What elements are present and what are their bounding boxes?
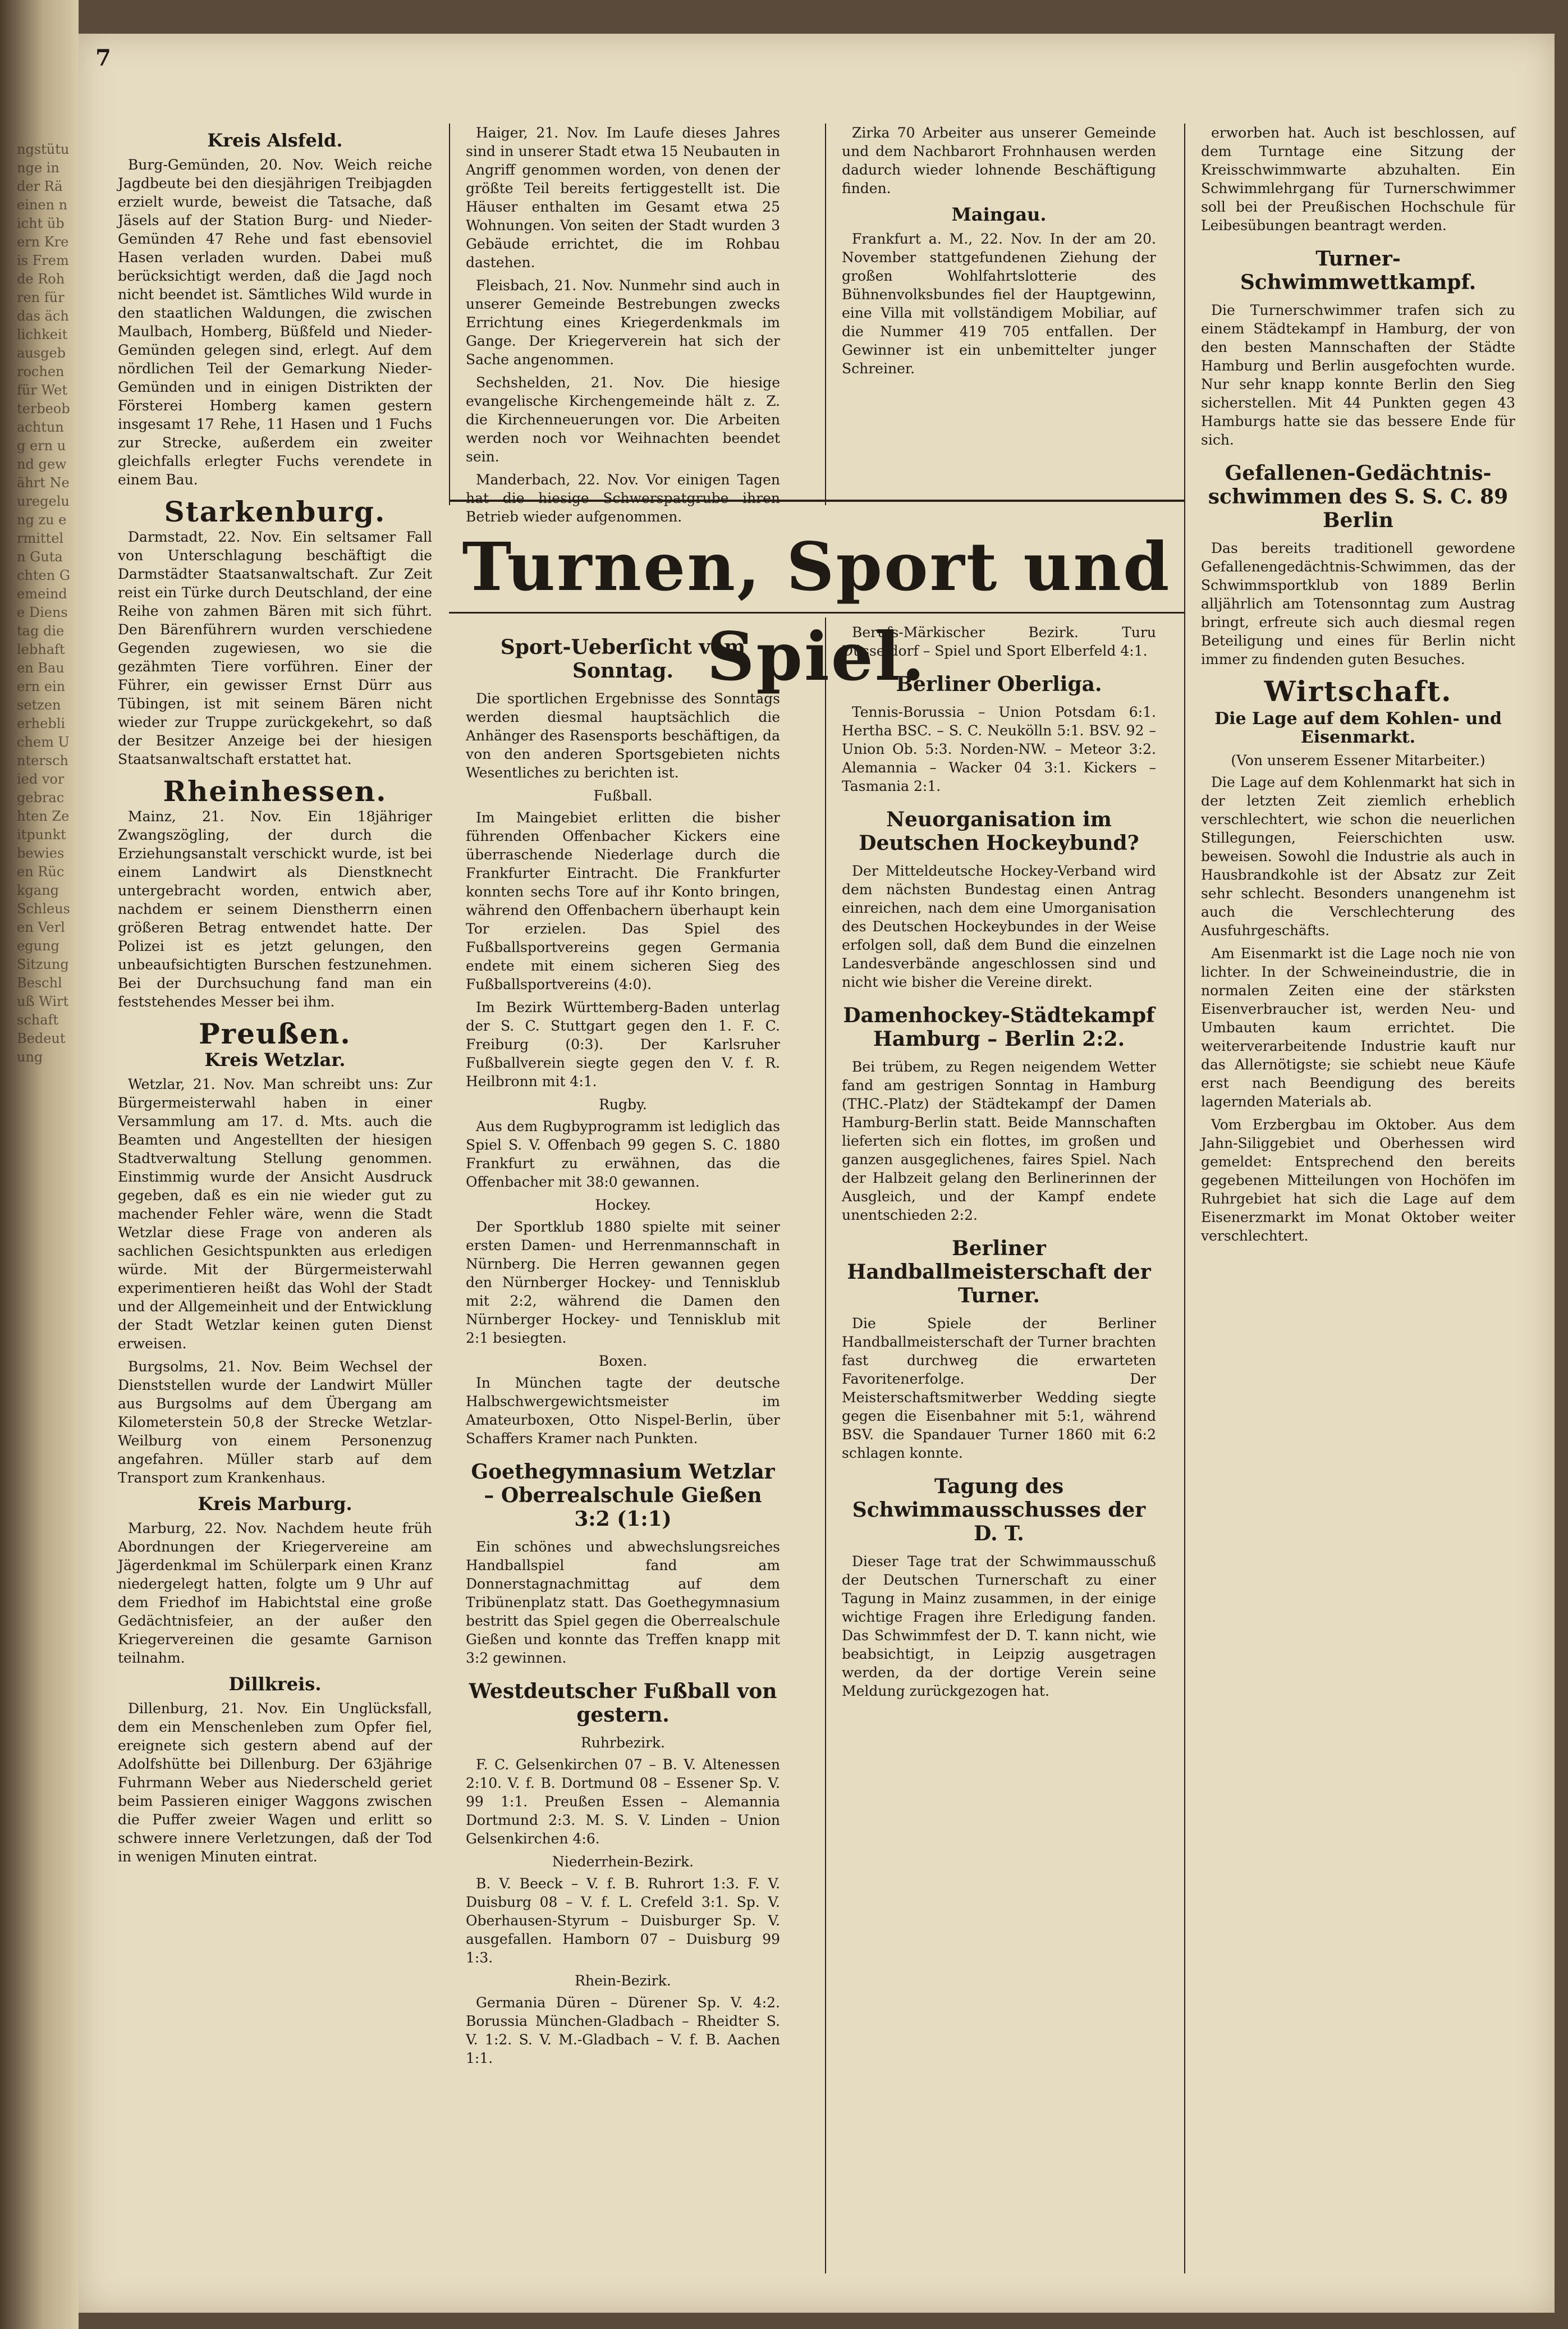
column-regional-news-1 bbox=[118, 123, 432, 2273]
article-frohnhausen: Zirka 70 Arbeiter aus unserer Gemeinde und dem Nachbarort Frohnhausen werden dadurch wieder lohnende Beschäftigung finden. bbox=[842, 125, 1156, 196]
article-fussball-wuerttemberg: Im Bezirk Württemberg-Baden unterlag der S. C. Stuttgart gegen den 1. F. C. Freiburg (0:3). Der Karlsruher Fußballverein siegte gegen den V. f. R. Heilbronn mit 4:1. bbox=[466, 999, 780, 1090]
article-frankfurt: Frankfurt a. M., 22. Nov. In der am 20. November stattgefundenen Ziehung der großen Wohlfahrtslotterie des Bühnenvolksbundes fiel der Hauptgewinn, eine Villa mit vollständigem Mobiliar, auf die Nummer 419 705 entfallen. Der Gewinner ist ein unbemittelter junger Schreiner. bbox=[842, 231, 1156, 377]
article-handball-schule: Ein schönes und abwechslungsreiches Handballspiel fand am Donnerstagnachmittag auf dem Tribünenplatz statt. Das Goethegymnasium bestritt das Spiel gegen die Oberrealschule Gießen und konnte das Treffen knapp mit 3:2 gewinnen. bbox=[466, 1539, 780, 1666]
results-ruhrbezirk: F. C. Gelsenkirchen 07 – B. V. Altenessen 2:10. V. f. B. Dortmund 08 – Essener Sp. V. 99 1:1. Preußen Essen – Alemannia Dortmund 2:3. M. S. V. Linden – Union Gelsenkirchen 4:6. bbox=[466, 1756, 780, 1847]
heading-goethegymnasium: Goethegymnasium Wetzlar – Oberrealschule Gießen 3:2 (1:1) bbox=[471, 1460, 775, 1531]
heading-rheinhessen: Rheinhessen. bbox=[163, 775, 387, 808]
subheading-rugby: Rugby. bbox=[599, 1096, 647, 1113]
heading-westdeutscher-fussball: Westdeutscher Fußball von gestern. bbox=[469, 1680, 777, 1727]
article-mainz: Mainz, 21. Nov. Ein 18jähriger Zwangszögling, der durch die Erziehungsanstalt verschickt wurde, ist bei einem Landwirt als Dienstknecht untergebracht worden, entwich aber, nachdem er seinem Dienstherrn einen größeren Betrag entwendet hatte. Der Polizei ist es jetzt gelungen, den unbeaufsichtigten Burschen festzunehmen. Bei der Durchsuchung fand man ein feststehendes Messer bei ihm. bbox=[118, 808, 432, 1010]
article-gefallenen-gedaechtnis: Das bereits traditionell gewordene Gefallenengedächtnis-Schwimmen, das der Schwimmsportklub von 1889 Berlin alljährlich am Totensonntag zum Austrag bringt, erfreute sich auch diesmal regen Beteiligung und eines für Berlin nicht immer zu findenden guten Besuches. bbox=[1201, 540, 1515, 667]
heading-kreis-alsfeld: Kreis Alsfeld. bbox=[207, 130, 343, 151]
article-rugby: Aus dem Rugbyprogramm ist lediglich das Spiel S. V. Offenbach 99 gegen S. C. 1880 Frankfurt zu erwähnen, das die Offenbacher mit 38:0 gewannen. bbox=[466, 1118, 780, 1190]
column-rule bbox=[825, 617, 826, 2273]
heading-gefallenen-gedaechtnis: Gefallenen-Gedächtnis-schwimmen des S. S. C. 89 Berlin bbox=[1208, 461, 1509, 532]
article-darmstadt: Darmstadt, 22. Nov. Ein seltsamer Fall von Unterschlagung beschäftigt die Darmstädter Staatsanwaltschaft. Zur Zeit reist ein Türke durch Deutschland, der eine Reihe von zahmen Bären mit sich führt. Den Bärenführern wurden verschiedene Gegenden zugewiesen, wo sie die gezähmten Tiere vorführen. Einer der Führer, ein gewisser Ernst Dürr aus Tübingen, ist mit seinem Bären nicht wieder zur Truppe zurückgekehrt, so daß der Besitzer Anzeige bei der hiesigen Staatsanwaltschaft erstattet hat. bbox=[118, 529, 432, 767]
column-rule bbox=[449, 123, 450, 505]
article-kohlenmarkt: Die Lage auf dem Kohlenmarkt hat sich in der letzten Zeit ziemlich erheblich verschlechtert, wie schon die neuerlichen Stillegungen, Feierschichten usw. beweisen. Sowohl die Industrie als auch in Hausbrandkohle ist der Absatz zur Zeit sehr schlecht. Besonders unangenehm ist auch die Verschlechterung des Ausfuhrgeschäfts. bbox=[1201, 774, 1515, 939]
article-erzbergbau: Vom Erzbergbau im Oktober. Aus dem Jahn-Siliggebiet und Oberhessen wird gemeldet: Entsprechend den bereits gegebenen Mitteilungen von Hochöfen im Ruhrgebiet hat sich die Lage auf dem Eisenerzmarkt im Monat Oktober weiter verschlechtert. bbox=[1201, 1117, 1515, 1244]
article-burgsolms: Burgsolms, 21. Nov. Beim Wechsel der Dienststellen wurde der Landwirt Müller aus Burgsolms auf dem Übergang am Kilometerstein 50,8 der Strecke Wetzlar-Weilburg von einem Personenzug angefahren. Müller starb auf dem Transport zum Krankenhaus. bbox=[118, 1358, 432, 1486]
heading-starkenburg: Starkenburg. bbox=[164, 495, 386, 528]
article-manderbach: Manderbach, 22. Nov. Vor einigen Tagen hat die hiesige Schwerspatgrube ihren Betrieb wieder aufgenommen. bbox=[466, 472, 780, 525]
article-fussball-maingebiet: Im Maingebiet erlitten die bisher führenden Offenbacher Kickers eine überraschende Niederlage durch die Frankfurter Eintracht. Die Frankfurter konnten sechs Tore auf ihr Konto bringen, während den Offenbachern überhaupt kein Tor erzielen. Das Spiel des Fußballsportvereins gegen Germania endete mit einem sicheren Sieg des Fußballsportvereins (4:0). bbox=[466, 809, 780, 992]
column-rule bbox=[1184, 123, 1185, 2273]
heading-turner-schwimmwettkampf: Turner-Schwimmwettkampf. bbox=[1240, 247, 1477, 294]
column-sport-economy bbox=[1201, 123, 1515, 2273]
subheading-ruhrbezirk: Ruhrbezirk. bbox=[581, 1735, 665, 1751]
column-regional-news-2 bbox=[466, 123, 780, 525]
heading-maingau: Maingau. bbox=[951, 204, 1047, 225]
heading-wirtschaft: Wirtschaft. bbox=[1264, 675, 1452, 708]
heading-damenhockey: Damenhockey-Städtekampf Hamburg – Berlin 2:2. bbox=[843, 1004, 1155, 1051]
subheading-fussball: Fußball. bbox=[593, 788, 653, 804]
article-damenhockey: Bei trübem, zu Regen neigendem Wetter fand am gestrigen Sonntag in Hamburg (THC.-Platz) der Städtekampf der Damen Hamburg-Berlin statt. Beide Mannschaften lieferten sich ein flottes, im großen und ganzen ausgeglichenes, faires Spiel. Nach der Halbzeit gelang den Berlinerinnen der Ausgleich, und der Kampf endete unentschieden 2:2. bbox=[842, 1059, 1156, 1223]
newspaper-page bbox=[79, 34, 1555, 2313]
article-marburg: Marburg, 22. Nov. Nachdem heute früh Abordnungen der Kriegervereine am Jägerdenkmal im Schülerpark einen Kranz niedergelegt hatten, folgte um 9 Uhr auf dem Friedhof im Habichtstal eine große Gedächtnisfeier, an der außer den Kriegervereinen die gesamte Garnison teilnahm. bbox=[118, 1520, 432, 1666]
subheading-niederrhein: Niederrhein-Bezirk. bbox=[552, 1854, 694, 1870]
heading-sport-uebersicht: Sport-Ueberſicht vom Sonntag. bbox=[500, 635, 746, 683]
previous-page-edge-text: ngstütunge in der Rä einen nicht übern Kreis Fremde Rohren für das ächlichkeit ausgebrochen für Wetterbeobachtung ern und gewährt Neuregelung zu ermitteln Gutachten Gemeinde Dienstag die lebhaften Bauern einsetzen erheblichem Unterschied vorgebrachten Zeitpunkt bewiesen Rückgang Schleusen Verlegung Sitzung Beschluß Wirtschaft Bedeutung bbox=[17, 141, 71, 1065]
column-sport-1 bbox=[466, 623, 780, 2273]
column-regional-news-3 bbox=[842, 123, 1156, 494]
article-wetzlar: Wetzlar, 21. Nov. Man schreibt uns: Zur Bürgermeisterwahl haben in einer Versammlung am 17. d. Mts. auch die Beamten und Angestellten der hiesigen Stadtverwaltung Stellung genommen. Einstimmig wurde der Ansicht Ausdruck gegeben, daß es ein nie wieder gut zu machender Fehler wäre, wenn die Stadt Wetzlar diese Frage von anderen als sachlichen Gesichtspunkten aus erledigen würde. Mit der Bürgermeisterwahl experimentieren heißt das Wohl der Stadt und der Allgemeinheit und der Entwicklung der Stadt Wetzlar keinen guten Dienst erweisen. bbox=[118, 1076, 432, 1352]
heading-berliner-oberliga: Berliner Oberliga. bbox=[896, 672, 1102, 696]
heading-dillkreis: Dillkreis. bbox=[228, 1673, 322, 1695]
article-schwimmwarte: erworben hat. Auch ist beschlossen, auf dem Turntage eine Sitzung der Kreisschwimmwarte abzuhalten. Ein Schwimmlehrgang für Turnerschwimmer soll bei der Preußischen Hochschule für Leibesübungen beantragt werden. bbox=[1201, 125, 1515, 234]
heading-schwimmausschuss: Tagung des Schwimmausschusses der D. T. bbox=[852, 1475, 1146, 1545]
section-banner-sport: Turnen, Sport und Spiel. bbox=[462, 528, 1171, 696]
article-fleisbach: Fleisbach, 21. Nov. Nunmehr sind auch in unserer Gemeinde Bestrebungen zwecks Errichtung eines Kriegerdenkmals im Gange. Der Kriegerverein hat sich der Sache angenommen. bbox=[466, 277, 780, 368]
subheading-boxen: Boxen. bbox=[598, 1353, 648, 1369]
article-haiger: Haiger, 21. Nov. Im Laufe dieses Jahres sind in unserer Stadt etwa 15 Neubauten in Angriff genommen worden, von denen der größte Teil bereits fertiggestellt ist. Die Häuser enthalten im Gesamt etwa 25 Wohnungen. Von seiten der Stadt wurden 3 Gebäude errichtet, die im Rohbau dastehen. bbox=[466, 125, 780, 271]
subheading-hockey: Hockey. bbox=[595, 1197, 651, 1213]
heading-hockeybund: Neuorganisation im Deutschen Hockeybund? bbox=[859, 808, 1139, 855]
results-niederrhein: B. V. Beeck – V. f. B. Ruhrort 1:3. F. V. Duisburg 08 – V. f. L. Crefeld 3:1. Sp. V. Oberhausen-Styrum – Duisburger Sp. V. ausgefallen. Hamborn 07 – Duisburg 99 1:3. bbox=[466, 1875, 780, 1966]
heading-preussen: Preußen. bbox=[199, 1017, 351, 1050]
article-schwimmausschuss: Dieser Tage trat der Schwimmausschuß der Deutschen Turnerschaft zu einer Tagung in Mainz zusammen, in der einige wichtige Fragen ihre Erledigung fanden. Das Schwimmfest der D. T. kann nicht, wie beabsichtigt, in Leipzig ausgetragen werden, da der dortige Verein seine Meldung zurückgezogen hat. bbox=[842, 1553, 1156, 1699]
results-bergisch-maerkisch: Berufs-Märkischer Bezirk. Turu Düsseldorf – Spiel und Sport Elberfeld 4:1. bbox=[842, 624, 1156, 659]
results-berliner-oberliga: Tennis-Borussia – Union Potsdam 6:1. Hertha BSC. – S. C. Neukölln 5:1. BSV. 92 – Union Ob. 5:3. Norden-NW. – Meteor 3:2. Alemannia – Wacker 04 3:1. Kickers – Tasmania 2:1. bbox=[842, 704, 1156, 794]
heading-handballmeisterschaft: Berliner Handballmeisterschaft der Turner. bbox=[847, 1237, 1151, 1307]
book-spine bbox=[0, 0, 79, 2329]
article-hockey: Der Sportklub 1880 spielte mit seiner ersten Damen- und Herrenmannschaft in Nürnberg. Die Herren gewannen gegen den Nürnberger Hockey- und Tennisklub mit 2:2, während die Damen den Nürnberger Hockey- und Tennisklub mit 2:1 besiegten. bbox=[466, 1219, 780, 1346]
page-number: 7 bbox=[95, 45, 111, 71]
article-sport-intro: Die sportlichen Ergebnisse des Sonntags werden diesmal hauptsächlich die Anhänger des Rasensports beschäftigen, da von den anderen Sportsgebieten nichts Wesentliches zu berichten ist. bbox=[466, 690, 780, 781]
article-dillenburg: Dillenburg, 21. Nov. Ein Unglücksfall, dem ein Menschenleben zum Opfer fiel, ereignete sich gestern abend auf der Adolfshütte bei Dillenburg. Der 63jährige Fuhrmann Weber aus Niederscheld geriet beim Passieren einiger Waggons zwischen die Puffer zweier Wagen und erlitt so schwere innere Verletzungen, daß der Tod in wenigen Minuten eintrat. bbox=[118, 1700, 432, 1865]
heading-kreis-wetzlar: Kreis Wetzlar. bbox=[204, 1049, 346, 1070]
article-burg-gemuenden: Burg-Gemünden, 20. Nov. Weich reiche Jagdbeute bei den diesjährigen Treibjagden erzielt wurde, beweist die Tatsache, daß Jäsels auf der Station Burg- und Nieder-Gemünden 47 Rehe und fast ebensoviel Hasen verladen wurden. Dabei muß berücksichtigt werden, daß die Jagd noch nicht beendet ist. Sämtliches Wild wurde in den staatlichen Waldungen, die zwischen Maulbach, Homberg, Büßfeld und Nieder-Gemünden gelegen sind, erlegt. Auf dem nördlichen Teil der Gemarkung Nieder-Gemünden und in einigen Distrikten der Försterei Homberg kamen gestern insgesamt 17 Rehe, 11 Hasen und 1 Fuchs zur Strecke, außerdem ein zweiter gleichfalls erlegter Fuchs verendete in einem Bau. bbox=[118, 157, 432, 488]
results-rhein-bezirk: Germania Düren – Dürener Sp. V. 4:2. Borussia München-Gladbach – Rheidter S. V. 1:2. S. V. M.-Gladbach – V. f. B. Aachen 1:1. bbox=[466, 1994, 780, 2066]
byline-essener-mitarbeiter: (Von unserem Essener Mitarbeiter.) bbox=[1231, 752, 1486, 768]
column-rule bbox=[825, 123, 826, 505]
article-hockeybund: Der Mitteldeutsche Hockey-Verband wird dem nächsten Bundestag einen Antrag einreichen, nach dem eine Umorganisation des Deutschen Hockeybundes in der Weise erfolgen soll, daß dem Bund die einzelnen Landesverbände angeschlossen sind und nicht wie bisher die Vereine direkt. bbox=[842, 863, 1156, 990]
subheading-rhein-bezirk: Rhein-Bezirk. bbox=[575, 1973, 671, 1989]
article-sechshelden: Sechshelden, 21. Nov. Die hiesige evangelische Kirchengemeinde hält z. Z. die Kirchenneuerungen vor. Die Arbeiten werden noch vor Weihnachten beendet sein. bbox=[466, 374, 780, 465]
article-boxen: In München tagte der deutsche Halbschwergewichtsmeister im Amateurboxen, Otto Nispel-Berlin, über Schaffers Kramer nach Punkten. bbox=[466, 1375, 780, 1447]
column-sport-2 bbox=[842, 623, 1156, 2273]
heading-kohlen-eisenmarkt: Die Lage auf dem Kohlen- und Eisenmarkt. bbox=[1214, 709, 1502, 747]
article-eisenmarkt: Am Eisenmarkt ist die Lage noch nie von lichter. In der Schweineindustrie, die in normalen Zeiten eine der stärksten Eisenverbraucher ist, werden Neu- und Umbauten kaum errichtet. Die weiterverarbeitende Industrie kauft nur das Allernötigste; sie schiebt neue Käufe erst nach Beendigung des bereits lagernden Materials ab. bbox=[1201, 945, 1515, 1110]
article-handballmeisterschaft: Die Spiele der Berliner Handballmeisterschaft der Turner brachten fast durchweg die erwarteten Favoritenerfolge. Der Meisterschaftsmitwerber Wedding siegte gegen die Eisenbahner mit 5:1, während BSV. die Spandauer Turner 1860 mit 6:2 schlagen konnte. bbox=[842, 1315, 1156, 1461]
article-turner-schwimmwettkampf: Die Turnerschwimmer trafen sich zu einem Städtekampf in Hamburg, der von den besten Mannschaften der Städte Hamburg und Berlin ausgefochten wurde. Nur sehr knapp konnte Berlin den Sieg sicherstellen. Mit 44 Punkten gegen 43 Hamburgs hatte sie das bessere Ende für sich. bbox=[1201, 302, 1515, 448]
heading-kreis-marburg: Kreis Marburg. bbox=[198, 1493, 352, 1514]
